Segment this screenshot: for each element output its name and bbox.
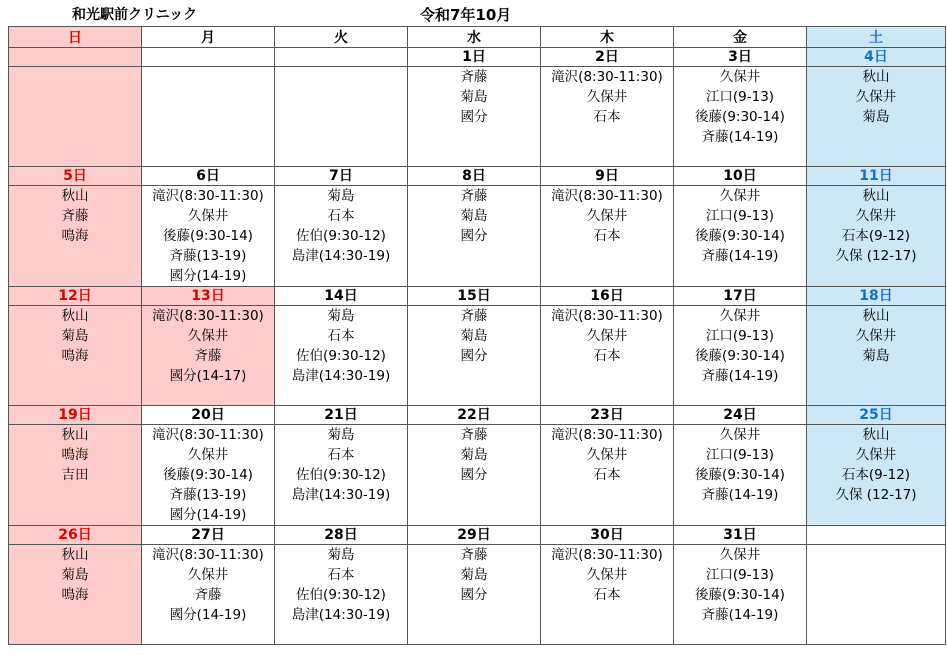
staff-entry: 久保井 <box>586 567 628 583</box>
staff-entry: 斉藤(14-19) <box>701 487 779 503</box>
staff-entry: 久保井 <box>187 447 229 463</box>
staff-entry: 菊島 <box>327 188 355 204</box>
day-schedule-cell <box>408 67 541 167</box>
staff-entry: 石本 <box>327 328 355 344</box>
day-schedule-cell <box>142 545 275 645</box>
staff-entry: 國分(14-19) <box>169 507 247 523</box>
day-schedule-cell <box>541 67 674 167</box>
staff-entry: 後藤(9:30-14) <box>695 587 785 603</box>
week-date-row <box>9 287 946 306</box>
day-schedule-cell <box>674 306 807 406</box>
day-schedule-cell <box>142 306 275 406</box>
staff-entry: 斉藤 <box>460 308 488 324</box>
day-number: 12日 <box>9 287 142 306</box>
staff-entry: 久保井 <box>719 69 761 85</box>
day-number: 3日 <box>674 48 807 67</box>
staff-entry: 久保井 <box>719 547 761 563</box>
staff-entry: 久保 (12-17) <box>835 248 917 264</box>
staff-entry: 菊島 <box>460 89 488 105</box>
staff-entry: 國分 <box>460 467 488 483</box>
day-number: 28日 <box>275 526 408 545</box>
staff-entry: 久保井 <box>855 208 897 224</box>
day-schedule-cell <box>142 425 275 526</box>
day-schedule-cell <box>275 67 408 167</box>
staff-entry: 石本 <box>327 567 355 583</box>
day-number: 24日 <box>674 406 807 425</box>
staff-entry: 石本(9-12) <box>841 228 911 244</box>
day-number: 14日 <box>275 287 408 306</box>
staff-entry: 菊島 <box>460 328 488 344</box>
staff-entry: 滝沢(8:30-11:30) <box>152 427 264 443</box>
staff-entry: 久保井 <box>855 447 897 463</box>
day-schedule-cell <box>807 306 946 406</box>
staff-entry: 佐伯(9:30-12) <box>296 348 386 364</box>
day-number <box>275 48 408 67</box>
day-number: 10日 <box>674 167 807 186</box>
staff-entry: 江口(9-13) <box>705 567 775 583</box>
day-schedule-cell <box>9 425 142 526</box>
staff-entry: 滝沢(8:30-11:30) <box>551 188 663 204</box>
staff-entry: 久保井 <box>855 89 897 105</box>
weekday-header-row <box>9 27 946 48</box>
staff-entry: 滝沢(8:30-11:30) <box>152 547 264 563</box>
day-number: 1日 <box>408 48 541 67</box>
day-schedule-cell <box>541 545 674 645</box>
day-schedule-cell <box>142 67 275 167</box>
day-number: 26日 <box>9 526 142 545</box>
week-schedule-row <box>9 545 946 645</box>
day-number: 8日 <box>408 167 541 186</box>
staff-entry: 江口(9-13) <box>705 208 775 224</box>
staff-entry: 秋山 <box>862 69 890 85</box>
staff-entry: 吉田 <box>61 467 89 483</box>
staff-entry: 斉藤 <box>61 208 89 224</box>
staff-entry: 滝沢(8:30-11:30) <box>152 308 264 324</box>
day-number <box>9 48 142 67</box>
staff-entry: 後藤(9:30-14) <box>695 467 785 483</box>
staff-entry: 石本(9-12) <box>841 467 911 483</box>
staff-entry: 久保井 <box>586 89 628 105</box>
week-schedule-row <box>9 306 946 406</box>
staff-entry: 菊島 <box>327 308 355 324</box>
day-schedule-cell <box>541 425 674 526</box>
staff-entry: 斉藤 <box>460 188 488 204</box>
day-number: 30日 <box>541 526 674 545</box>
staff-entry: 菊島 <box>327 427 355 443</box>
staff-entry: 島津(14:30-19) <box>291 248 391 264</box>
staff-entry: 江口(9-13) <box>705 447 775 463</box>
staff-entry: 國分 <box>460 228 488 244</box>
staff-entry: 久保井 <box>586 208 628 224</box>
day-number: 18日 <box>807 287 946 306</box>
staff-entry: 滝沢(8:30-11:30) <box>551 427 663 443</box>
staff-entry: 斉藤(13-19) <box>169 487 247 503</box>
calendar-body <box>9 48 946 645</box>
week-schedule-row <box>9 425 946 526</box>
staff-entry: 秋山 <box>862 188 890 204</box>
week-date-row <box>9 48 946 67</box>
staff-entry: 久保井 <box>187 328 229 344</box>
staff-entry: 滝沢(8:30-11:30) <box>551 69 663 85</box>
staff-entry: 佐伯(9:30-12) <box>296 587 386 603</box>
staff-entry: 後藤(9:30-14) <box>163 228 253 244</box>
staff-entry: 秋山 <box>862 308 890 324</box>
calendar-table <box>8 26 946 645</box>
day-schedule-cell <box>807 545 946 645</box>
weekday-tue: 火 <box>275 27 408 48</box>
staff-entry: 斉藤(14-19) <box>701 368 779 384</box>
staff-entry: 斉藤(14-19) <box>701 607 779 623</box>
day-schedule-cell <box>807 425 946 526</box>
week-date-row <box>9 167 946 186</box>
weekday-fri: 金 <box>674 27 807 48</box>
day-schedule-cell <box>408 425 541 526</box>
staff-entry: 後藤(9:30-14) <box>695 109 785 125</box>
staff-entry: 島津(14:30-19) <box>291 368 391 384</box>
staff-entry: 國分(14-19) <box>169 268 247 284</box>
staff-entry: 佐伯(9:30-12) <box>296 467 386 483</box>
day-number: 23日 <box>541 406 674 425</box>
staff-entry: 秋山 <box>61 547 89 563</box>
day-schedule-cell <box>674 545 807 645</box>
staff-entry: 滝沢(8:30-11:30) <box>551 308 663 324</box>
staff-entry: 斉藤(14-19) <box>701 248 779 264</box>
staff-entry: 石本 <box>593 109 621 125</box>
clinic-name: 和光駅前クリニック <box>72 7 198 23</box>
staff-entry: 國分(14-17) <box>169 368 247 384</box>
day-number: 31日 <box>674 526 807 545</box>
staff-entry: 秋山 <box>61 188 89 204</box>
day-schedule-cell <box>408 545 541 645</box>
staff-entry: 江口(9-13) <box>705 89 775 105</box>
week-date-row <box>9 526 946 545</box>
day-schedule-cell <box>807 186 946 287</box>
month-title: 令和7年10月 <box>420 6 512 24</box>
day-number: 27日 <box>142 526 275 545</box>
staff-entry: 久保井 <box>187 567 229 583</box>
staff-entry: 國分 <box>460 348 488 364</box>
staff-entry: 石本 <box>593 467 621 483</box>
weekday-thu: 木 <box>541 27 674 48</box>
staff-entry: 後藤(9:30-14) <box>695 348 785 364</box>
day-number: 9日 <box>541 167 674 186</box>
weekday-mon: 月 <box>142 27 275 48</box>
staff-entry: 菊島 <box>61 567 89 583</box>
staff-entry: 島津(14:30-19) <box>291 487 391 503</box>
staff-entry: 滝沢(8:30-11:30) <box>551 547 663 563</box>
staff-entry: 後藤(9:30-14) <box>695 228 785 244</box>
week-date-row <box>9 406 946 425</box>
day-number: 19日 <box>9 406 142 425</box>
staff-entry: 滝沢(8:30-11:30) <box>152 188 264 204</box>
staff-entry: 江口(9-13) <box>705 328 775 344</box>
day-schedule-cell <box>807 67 946 167</box>
staff-entry: 石本 <box>327 447 355 463</box>
staff-entry: 斉藤(13-19) <box>169 248 247 264</box>
staff-entry: 斉藤 <box>460 69 488 85</box>
day-number: 22日 <box>408 406 541 425</box>
staff-entry: 菊島 <box>460 567 488 583</box>
staff-entry: 鳴海 <box>61 348 89 364</box>
staff-entry: 久保井 <box>719 308 761 324</box>
day-number: 17日 <box>674 287 807 306</box>
day-schedule-cell <box>541 186 674 287</box>
staff-entry: 菊島 <box>61 328 89 344</box>
staff-entry: 秋山 <box>862 427 890 443</box>
staff-entry: 秋山 <box>61 427 89 443</box>
day-number: 25日 <box>807 406 946 425</box>
day-schedule-cell <box>275 545 408 645</box>
day-schedule-cell <box>674 186 807 287</box>
staff-entry: 鳴海 <box>61 228 89 244</box>
staff-entry: 斉藤(14-19) <box>701 129 779 145</box>
day-number: 15日 <box>408 287 541 306</box>
staff-entry: 菊島 <box>862 348 890 364</box>
staff-entry: 斉藤 <box>194 348 222 364</box>
staff-entry: 石本 <box>327 208 355 224</box>
staff-entry: 久保井 <box>586 328 628 344</box>
day-number: 6日 <box>142 167 275 186</box>
staff-entry: 石本 <box>593 587 621 603</box>
staff-entry: 斉藤 <box>194 587 222 603</box>
day-schedule-cell <box>9 306 142 406</box>
weekday-sat: 土 <box>807 27 946 48</box>
staff-entry: 久保井 <box>719 427 761 443</box>
staff-entry: 石本 <box>593 348 621 364</box>
day-number: 16日 <box>541 287 674 306</box>
day-number: 7日 <box>275 167 408 186</box>
day-schedule-cell <box>674 67 807 167</box>
staff-entry: 秋山 <box>61 308 89 324</box>
weekday-wed: 水 <box>408 27 541 48</box>
day-number: 29日 <box>408 526 541 545</box>
weekday-sun: 日 <box>9 27 142 48</box>
day-number: 11日 <box>807 167 946 186</box>
day-schedule-cell <box>408 306 541 406</box>
staff-entry: 國分 <box>460 109 488 125</box>
staff-entry: 菊島 <box>460 447 488 463</box>
day-schedule-cell <box>275 186 408 287</box>
staff-entry: 久保井 <box>719 188 761 204</box>
day-schedule-cell <box>275 306 408 406</box>
day-number: 4日 <box>807 48 946 67</box>
staff-entry: 菊島 <box>460 208 488 224</box>
staff-entry: 斉藤 <box>460 547 488 563</box>
day-number <box>142 48 275 67</box>
staff-entry: 久保井 <box>586 447 628 463</box>
day-schedule-cell <box>541 306 674 406</box>
staff-entry: 菊島 <box>862 109 890 125</box>
day-schedule-cell <box>9 186 142 287</box>
day-number: 13日 <box>142 287 275 306</box>
staff-entry: 鳴海 <box>61 587 89 603</box>
staff-entry: 菊島 <box>327 547 355 563</box>
day-schedule-cell <box>9 545 142 645</box>
day-number: 20日 <box>142 406 275 425</box>
staff-entry: 久保井 <box>187 208 229 224</box>
day-number: 21日 <box>275 406 408 425</box>
staff-entry: 國分(14-19) <box>169 607 247 623</box>
staff-entry: 後藤(9:30-14) <box>163 467 253 483</box>
staff-entry: 久保 (12-17) <box>835 487 917 503</box>
staff-entry: 國分 <box>460 587 488 603</box>
staff-entry: 斉藤 <box>460 427 488 443</box>
day-number: 5日 <box>9 167 142 186</box>
day-number <box>807 526 946 545</box>
week-schedule-row <box>9 186 946 287</box>
day-number: 2日 <box>541 48 674 67</box>
day-schedule-cell <box>9 67 142 167</box>
staff-entry: 久保井 <box>855 328 897 344</box>
day-schedule-cell <box>408 186 541 287</box>
staff-entry: 鳴海 <box>61 447 89 463</box>
staff-entry: 石本 <box>593 228 621 244</box>
day-schedule-cell <box>674 425 807 526</box>
day-schedule-cell <box>142 186 275 287</box>
staff-entry: 佐伯(9:30-12) <box>296 228 386 244</box>
staff-entry: 島津(14:30-19) <box>291 607 391 623</box>
week-schedule-row <box>9 67 946 167</box>
day-schedule-cell <box>275 425 408 526</box>
